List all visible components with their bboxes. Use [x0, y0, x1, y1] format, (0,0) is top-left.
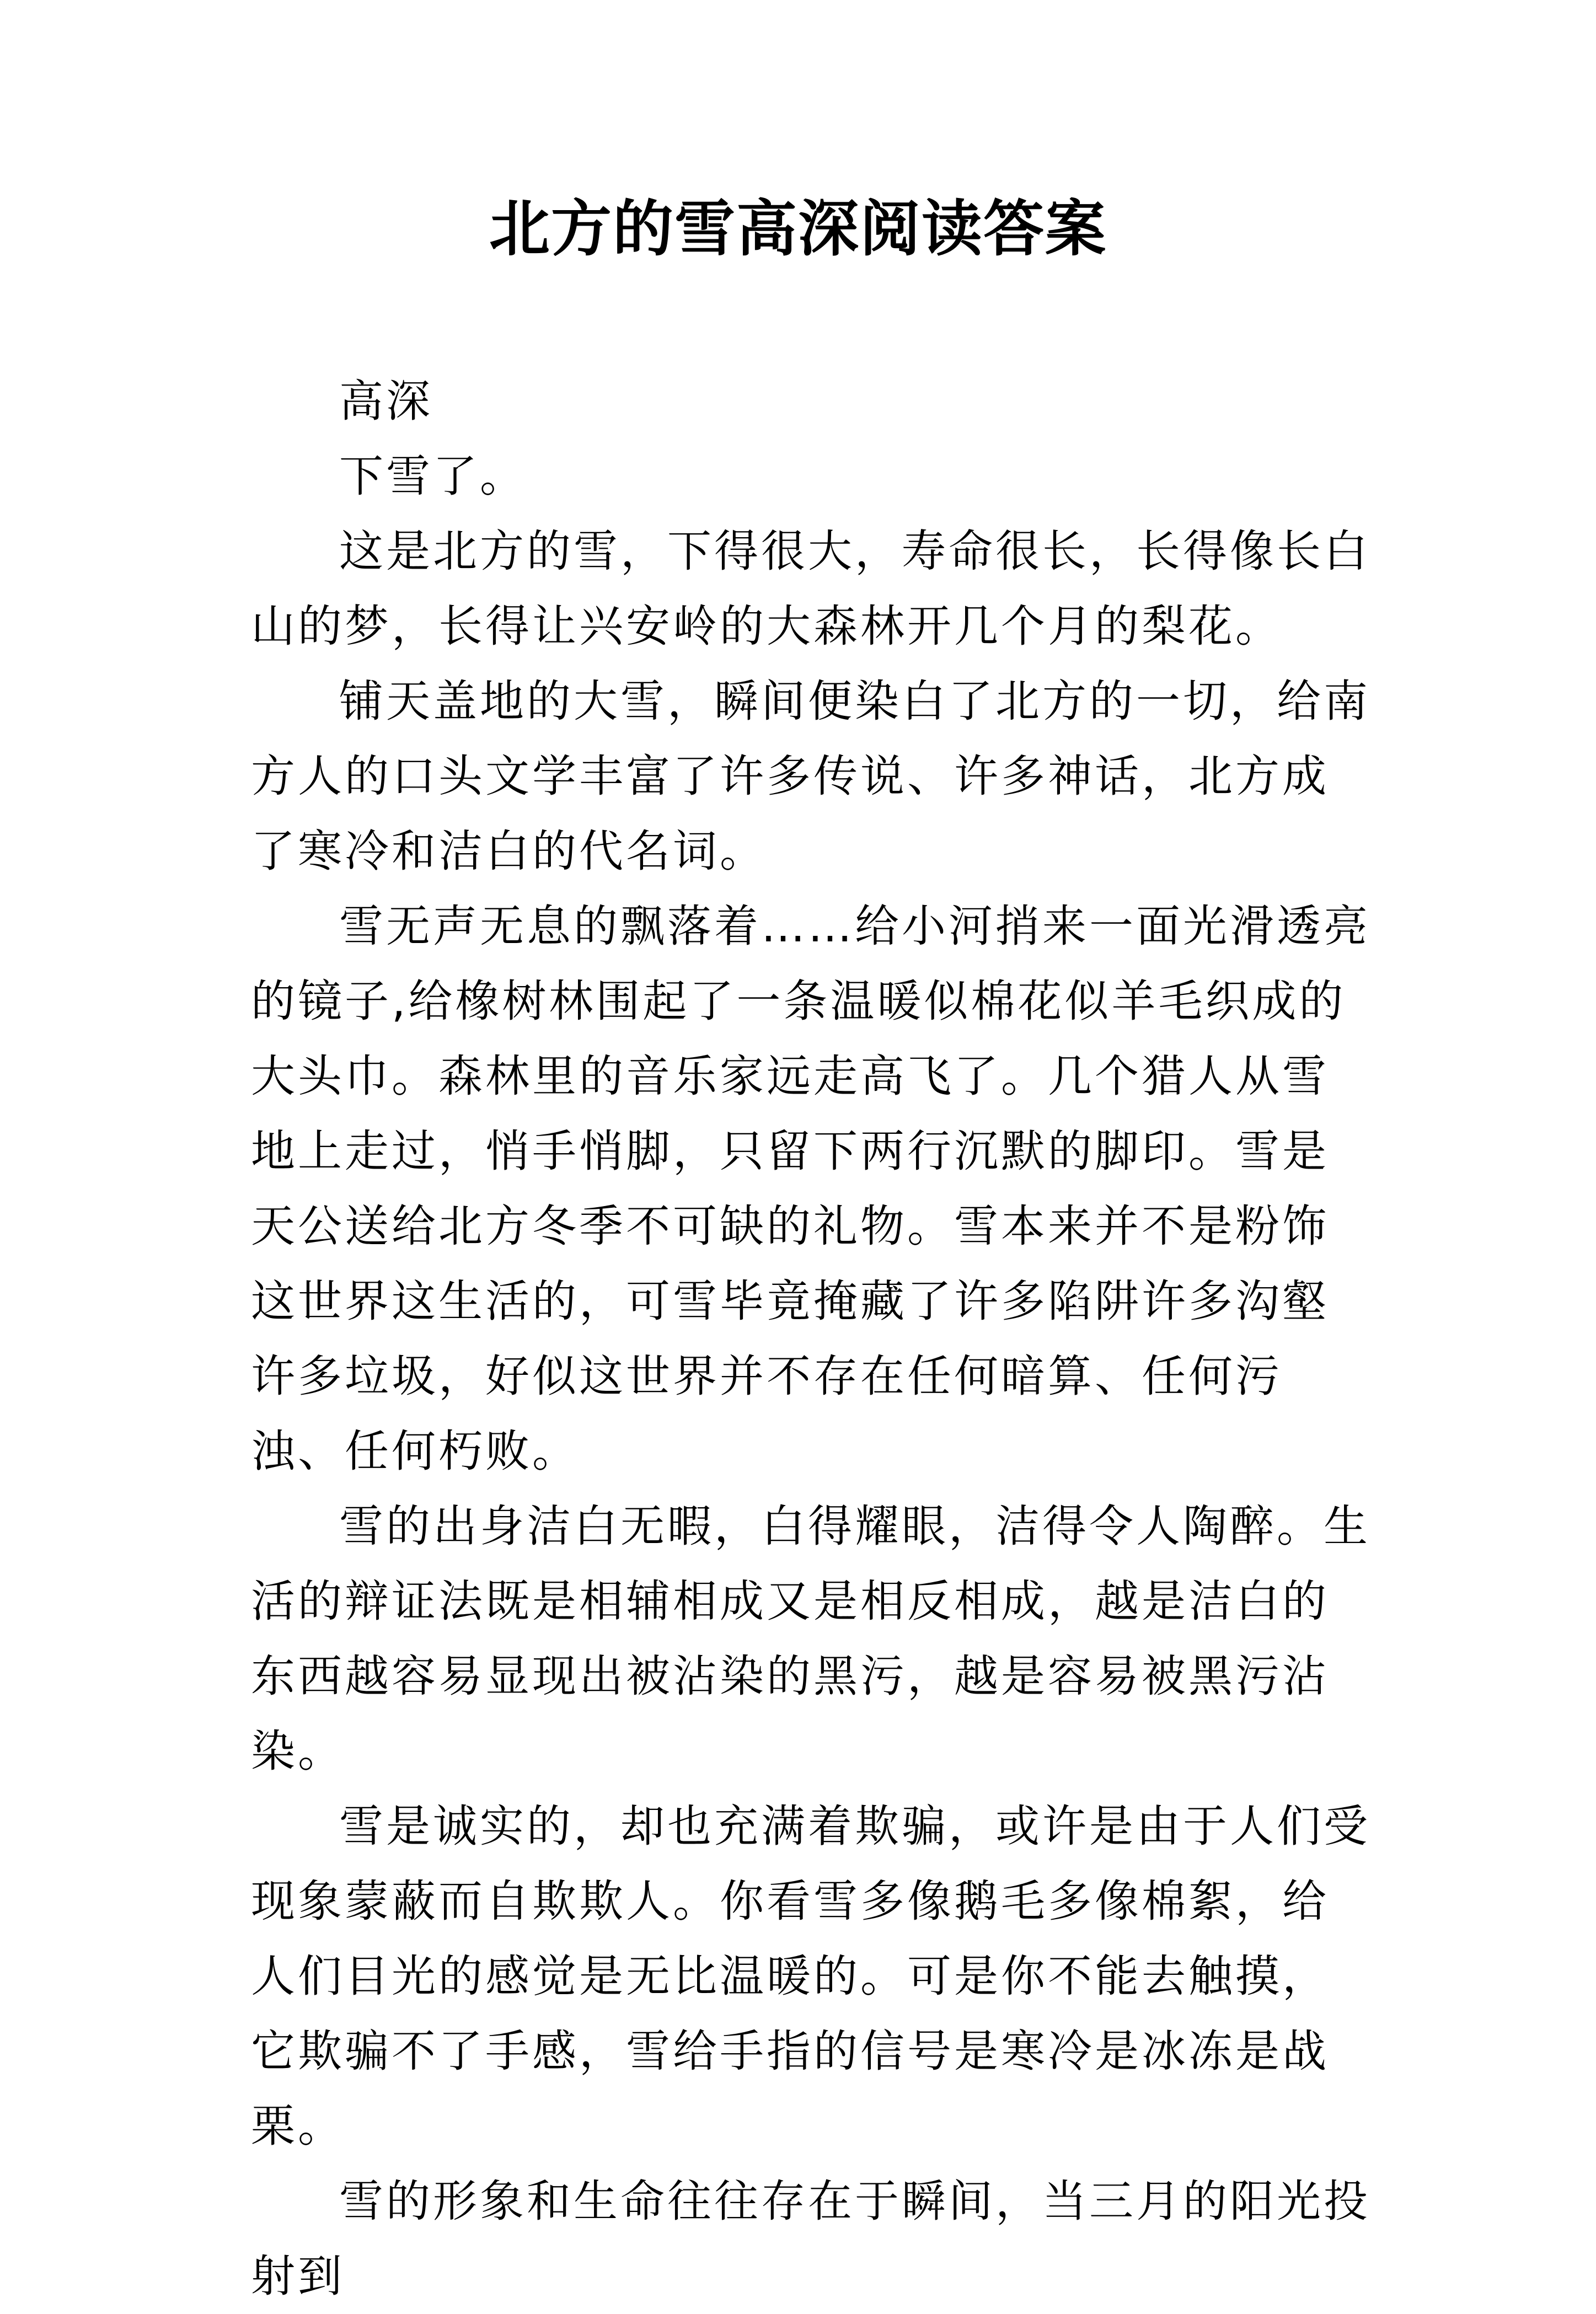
paragraph: 雪是诚实的，却也充满着欺骗，或许是由于人们受现象蒙蔽而自欺欺人。你看雪多像鹅毛多像棉絮，给人们目光的感觉是无比温暖的。可是你不能去触摸，它欺骗不了手感，雪给手指的信号是寒冷是冰冻是战栗。 [251, 1801, 1370, 2152]
paragraph: 雪的出身洁白无暇，白得耀眼，洁得令人陶醉。生活的辩证法既是相辅相成又是相反相成，越是洁白的东西越容易显现出被沾染的黑污，越是容易被黑污沾染。 [251, 1501, 1370, 1777]
paragraph: 雪无声无息的飘落着……给小河捎来一面光滑透亮的镜子,给橡树林围起了一条温暖似棉花似羊毛织成的大头巾。森林里的音乐家远走高飞了。几个猎人从雪地上走过，悄手悄脚，只留下两行沉默的脚印。雪是天公送给北方冬季不可缺的礼物。雪本来并不是粉饰这世界这生活的，可雪毕竟掩藏了许多陷阱许多沟壑许多垃圾，好似这世界并不存在任何暗算、任何污浊、任何朽败。 [251, 901, 1370, 1477]
paragraph: 铺天盖地的大雪，瞬间便染白了北方的一切，给南方人的口头文学丰富了许多传说、许多神话，北方成了寒冷和洁白的代名词。 [251, 676, 1370, 877]
document-body [251, 364, 1370, 2314]
document-title: 北方的雪高深阅读答案 [489, 193, 1107, 264]
paragraph: 下雪了。 [339, 451, 527, 502]
paragraph: 雪的形象和生命往往存在于瞬间，当三月的阳光投射到 [251, 2176, 1370, 2302]
paragraph: 这是北方的雪，下得很大，寿命很长，长得像长白山的梦，长得让兴安岭的大森林开几个月的梨花。 [251, 526, 1370, 652]
author-line: 高深 [339, 376, 433, 427]
